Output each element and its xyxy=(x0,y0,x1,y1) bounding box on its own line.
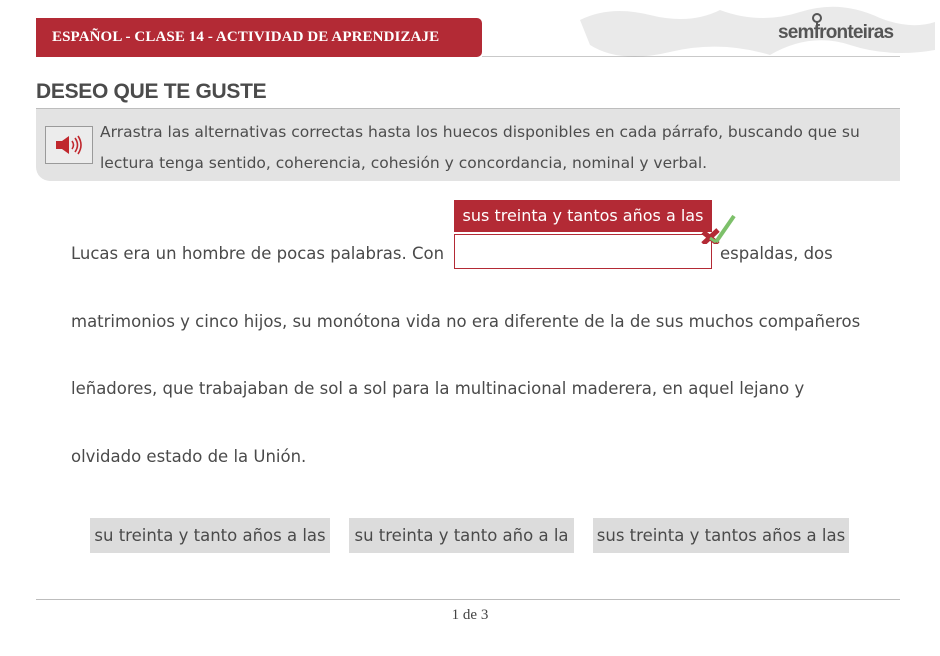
paragraph-line-4: olvidado estado de la Unión. xyxy=(71,447,307,466)
option-chip-2[interactable]: su treinta y tanto año a la xyxy=(349,518,574,553)
answer-drop-box[interactable] xyxy=(454,234,712,269)
speaker-icon xyxy=(54,134,84,156)
dragged-option-chip[interactable]: sus treinta y tantos años a las xyxy=(454,200,712,232)
footer-divider xyxy=(36,599,900,600)
activity-header-banner: ESPAÑOL - CLASE 14 - ACTIVIDAD DE APRENDIZAJE xyxy=(36,18,482,57)
semfronteiras-logo xyxy=(778,22,902,48)
option-chip-1[interactable]: su treinta y tanto años a las xyxy=(90,518,330,553)
paragraph-line-1-after: espaldas, dos xyxy=(720,244,833,263)
instruction-box xyxy=(36,108,900,181)
paragraph-line-2: matrimonios y cinco hijos, su monótona vida no era diferente de la de sus muchos compañeros xyxy=(71,312,861,331)
page-title: DESEO QUE TE GUSTE xyxy=(36,80,267,103)
check-cross-icon xyxy=(700,212,740,244)
logo-text: semfronteiras xyxy=(778,22,894,43)
audio-play-button[interactable] xyxy=(45,126,93,164)
paragraph-line-1-before: Lucas era un hombre de pocas palabras. Con xyxy=(71,244,445,263)
location-pin-icon xyxy=(810,13,824,29)
paragraph-line-3: leñadores, que trabajaban de sol a sol para la multinacional maderera, en aquel lejano y xyxy=(71,379,805,398)
instruction-text: Arrastra las alternativas correctas hasta los huecos disponibles en cada párrafo, buscando que su lectura tenga sentido, coherencia, cohesión y concordancia, nominal y verbal. xyxy=(100,123,860,172)
page-indicator: 1 de 3 xyxy=(451,607,489,623)
option-chip-3[interactable]: sus treinta y tantos años a las xyxy=(593,518,849,553)
